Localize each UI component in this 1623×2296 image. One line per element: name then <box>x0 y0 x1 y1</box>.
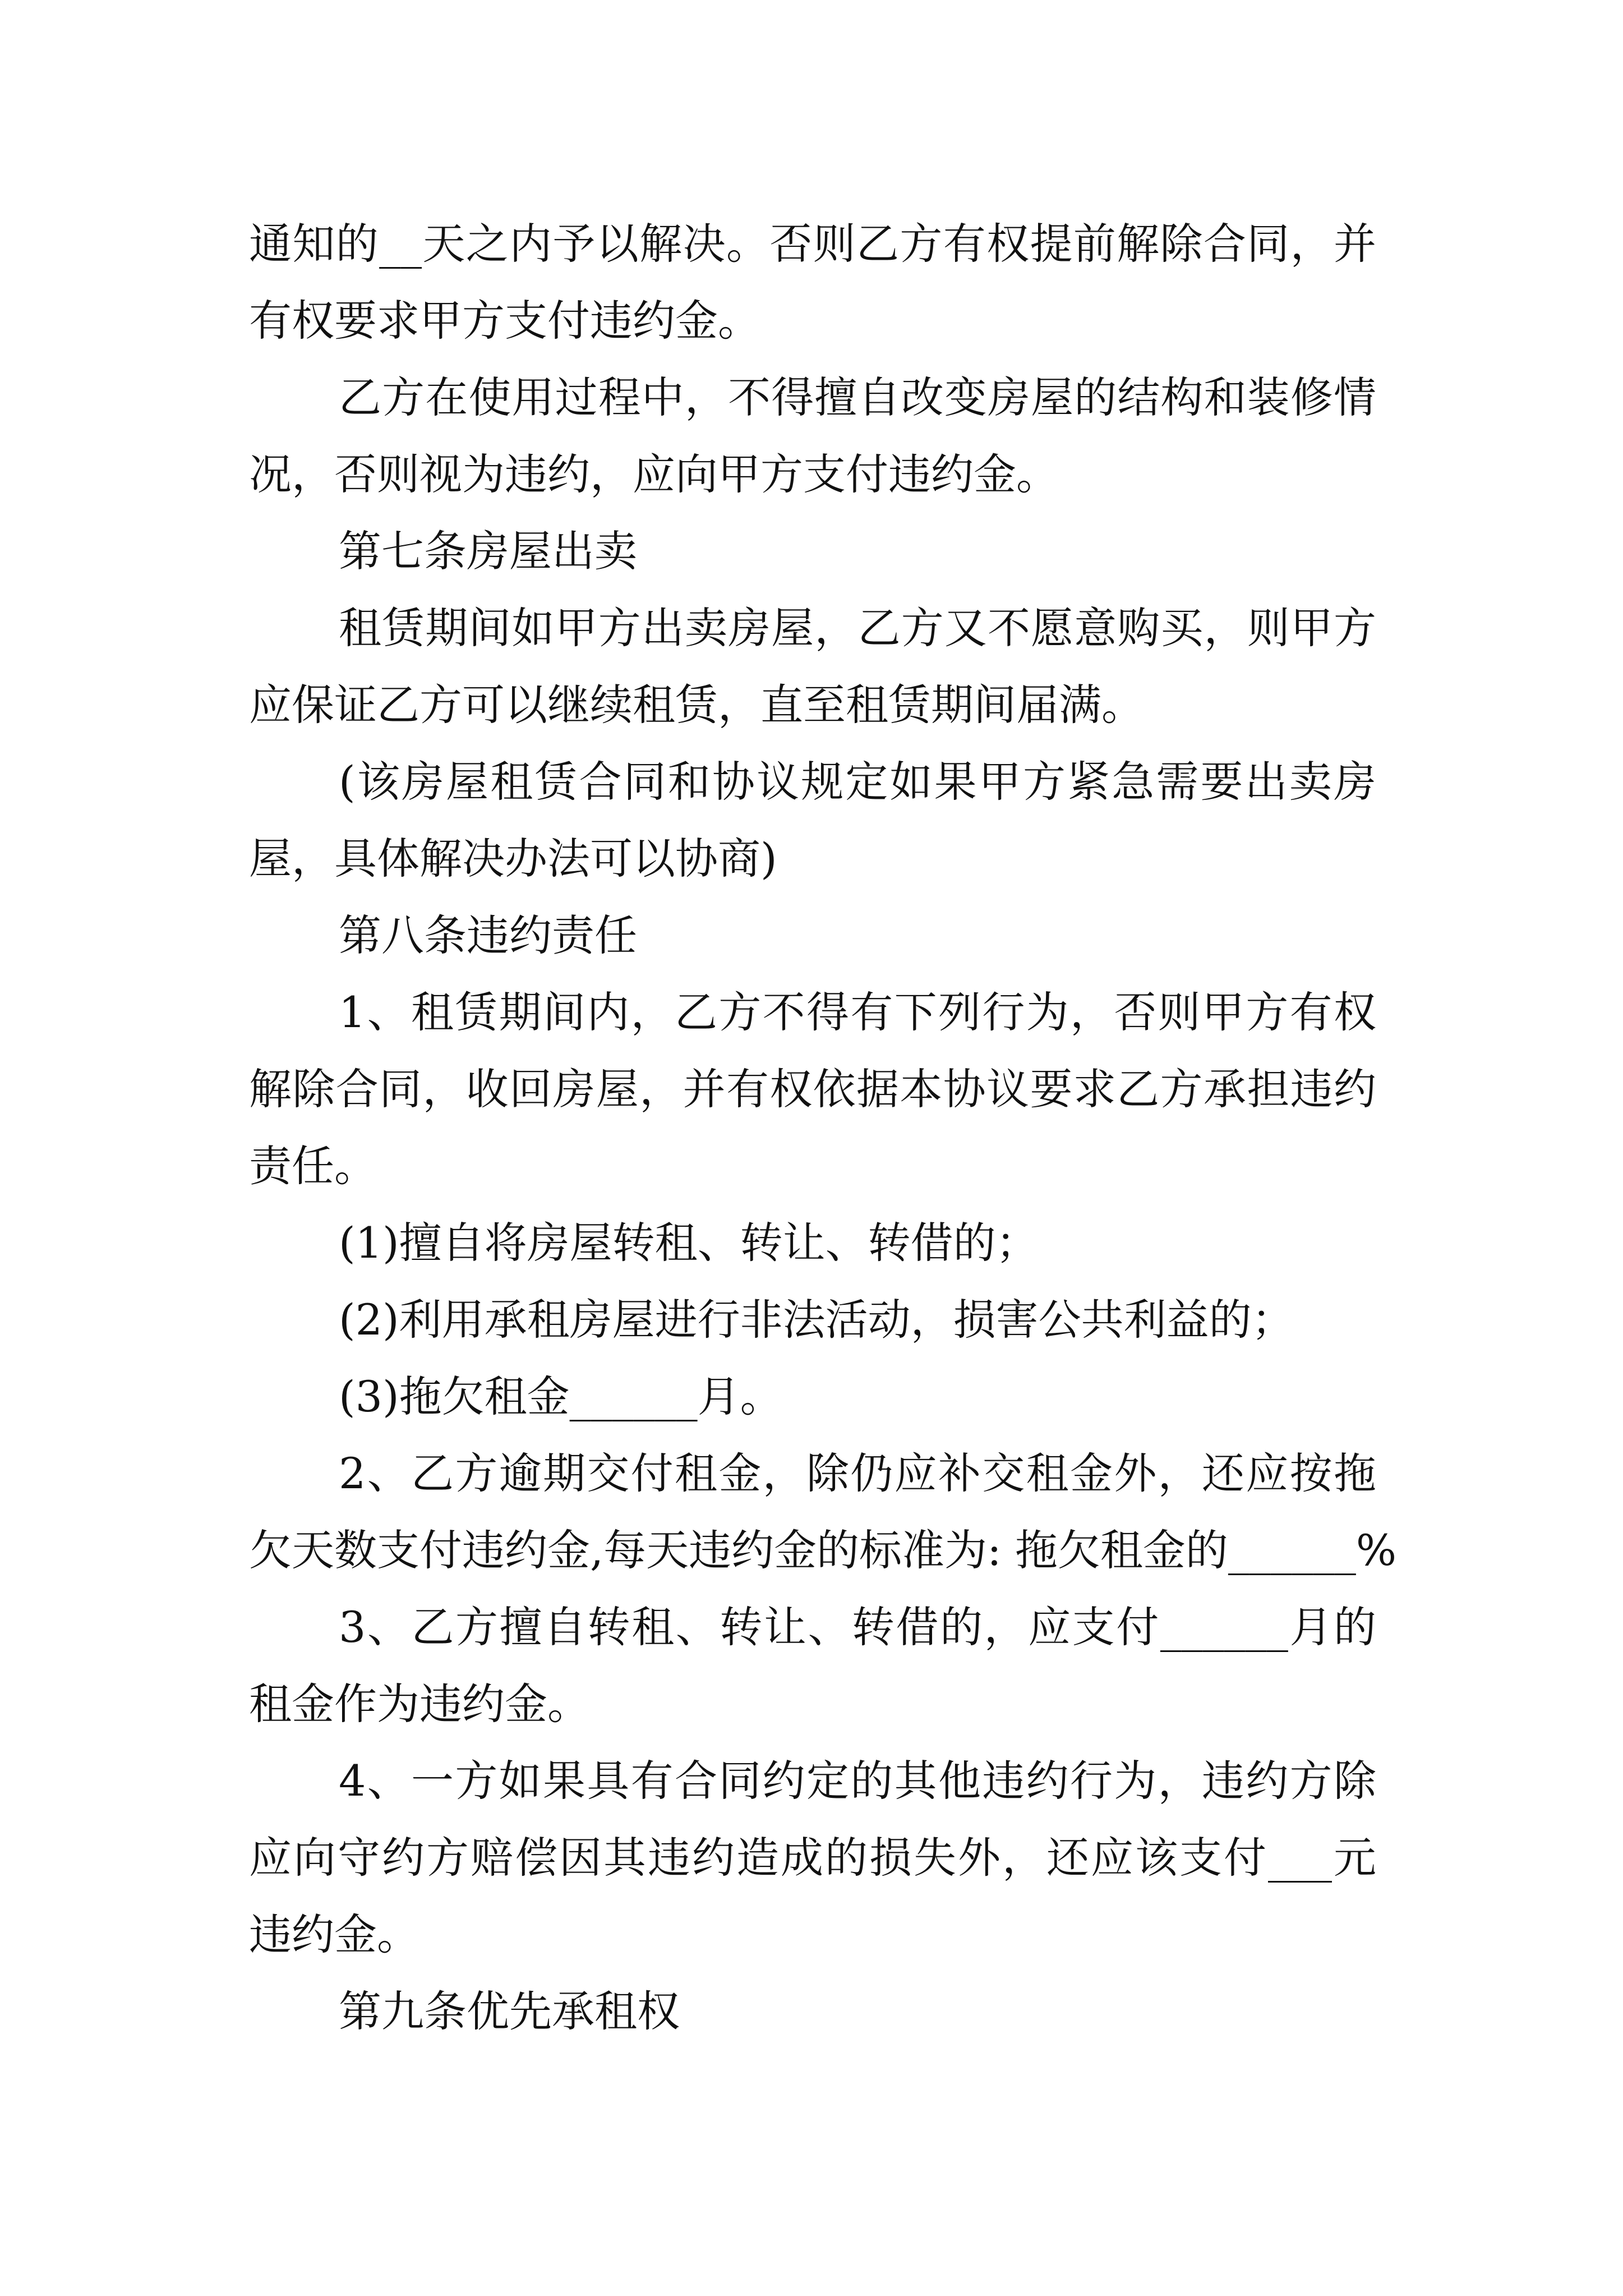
text-line-18: 欠天数支付违约金,每天违约金的标准为: 拖欠租金的______% <box>249 1525 1397 1575</box>
text-line-19: 3、乙方擅自转租、转让、转借的，应支付______月的 <box>339 1602 1376 1652</box>
text-line-14: (1)擅自将房屋转租、转让、转借的； <box>339 1218 1039 1268</box>
text-line-22: 应向守约方赔偿因其违约造成的损失外，还应该支付___元 <box>249 1833 1376 1883</box>
section-heading-article-7: 第七条房屋出卖 <box>339 526 637 576</box>
text-line-20: 租金作为违约金。 <box>249 1679 590 1729</box>
text-line-2: 有权要求甲方支付违约金。 <box>249 296 760 346</box>
text-line-13: 责任。 <box>249 1141 377 1191</box>
text-line-15: (2)利用承租房屋进行非法活动，损害公共利益的； <box>339 1295 1294 1345</box>
section-heading-article-8: 第八条违约责任 <box>339 910 637 960</box>
text-line-21: 4、一方如果具有合同约定的其他违约行为，违约方除 <box>339 1756 1376 1806</box>
text-line-12: 解除合同，收回房屋，并有权依据本协议要求乙方承担违约 <box>249 1064 1376 1114</box>
text-line-9: 屋，具体解决办法可以协商) <box>249 834 777 884</box>
text-line-11: 1、租赁期间内，乙方不得有下列行为，否则甲方有权 <box>339 987 1376 1037</box>
text-line-3: 乙方在使用过程中，不得擅自改变房屋的结构和装修情 <box>339 372 1376 422</box>
text-line-4: 况，否则视为违约，应向甲方支付违约金。 <box>249 449 1059 499</box>
text-line-16: (3)拖欠租金______月。 <box>339 1372 783 1421</box>
text-line-1: 通知的__天之内予以解决。否则乙方有权提前解除合同，并 <box>249 219 1376 269</box>
text-line-8: (该房屋租赁合同和协议规定如果甲方紧急需要出卖房 <box>339 757 1376 807</box>
text-line-6: 租赁期间如甲方出卖房屋，乙方又不愿意购买，则甲方 <box>339 603 1376 653</box>
text-line-17: 2、乙方逾期交付租金，除仍应补交租金外，还应按拖 <box>339 1448 1376 1498</box>
text-line-7: 应保证乙方可以继续租赁，直至租赁期间届满。 <box>249 680 1144 730</box>
text-line-23: 违约金。 <box>249 1910 419 1959</box>
section-heading-article-9: 第九条优先承租权 <box>339 1986 680 2036</box>
